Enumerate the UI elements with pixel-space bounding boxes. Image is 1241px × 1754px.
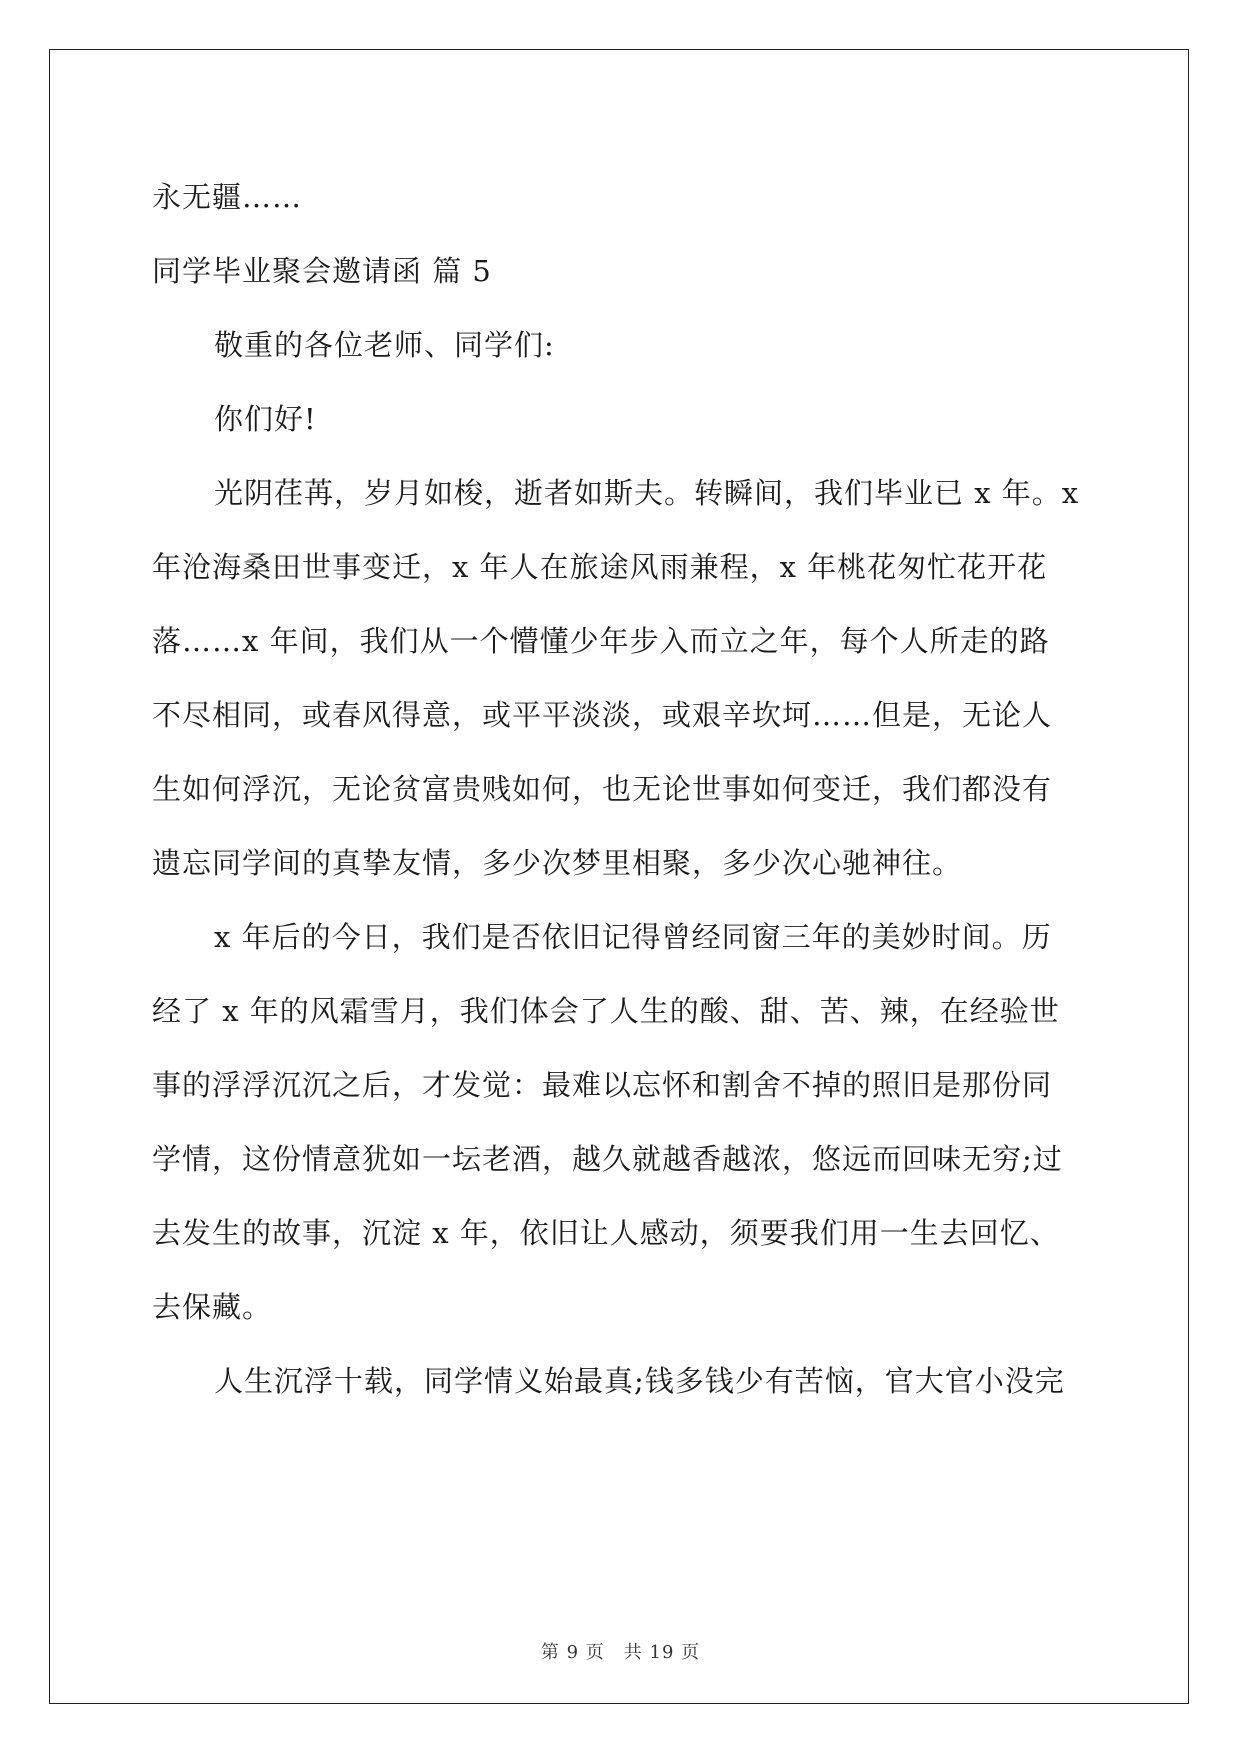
text-line: 永无疆…… xyxy=(152,180,303,214)
paragraph-line: 光阴荏苒，岁月如梭，逝者如斯夫。转瞬间，我们毕业已 x 年。x xyxy=(214,476,1080,510)
paragraph-line: 事的浮浮沉沉之后，才发觉：最难以忘怀和割舍不掉的照旧是那份同 xyxy=(152,1068,1053,1102)
paragraph-line: 学情，这份情意犹如一坛老酒，越久就越香越浓，悠远而回味无穷;过 xyxy=(152,1142,1063,1176)
paragraph-line: 人生沉浮十载，同学情义始最真;钱多钱少有苦恼，官大官小没完 xyxy=(214,1364,1065,1398)
greeting: 你们好! xyxy=(214,402,317,436)
paragraph-line: 去保藏。 xyxy=(152,1290,273,1324)
section-heading: 同学毕业聚会邀请函 篇 5 xyxy=(152,254,492,288)
paragraph-line: 经了 x 年的风霜雪月，我们体会了人生的酸、甜、苦、辣，在经验世 xyxy=(152,994,1060,1028)
paragraph-line: 遗忘同学间的真挚友情，多少次梦里相聚，多少次心驰神往。 xyxy=(152,846,963,880)
page-footer: 第 9 页 共 19 页 xyxy=(540,1642,701,1663)
document-body xyxy=(152,160,1094,1418)
paragraph-line: 去发生的故事，沉淀 x 年，依旧让人感动，须要我们用一生去回忆、 xyxy=(152,1216,1060,1250)
paragraph-line: 年沧海桑田世事变迁，x 年人在旅途风雨兼程，x 年桃花匆忙花开花 xyxy=(152,550,1048,584)
paragraph-line: 生如何浮沉，无论贫富贵贱如何，也无论世事如何变迁，我们都没有 xyxy=(152,772,1053,806)
paragraph-line: 落……x 年间，我们从一个懵懂少年步入而立之年，每个人所走的路 xyxy=(152,624,1050,658)
paragraph-line: x 年后的今日，我们是否依旧记得曾经同窗三年的美妙时间。历 xyxy=(214,920,1052,954)
salutation: 敬重的各位老师、同学们: xyxy=(214,328,555,362)
paragraph-line: 不尽相同，或春风得意，或平平淡淡，或艰辛坎坷……但是，无论人 xyxy=(152,698,1053,732)
